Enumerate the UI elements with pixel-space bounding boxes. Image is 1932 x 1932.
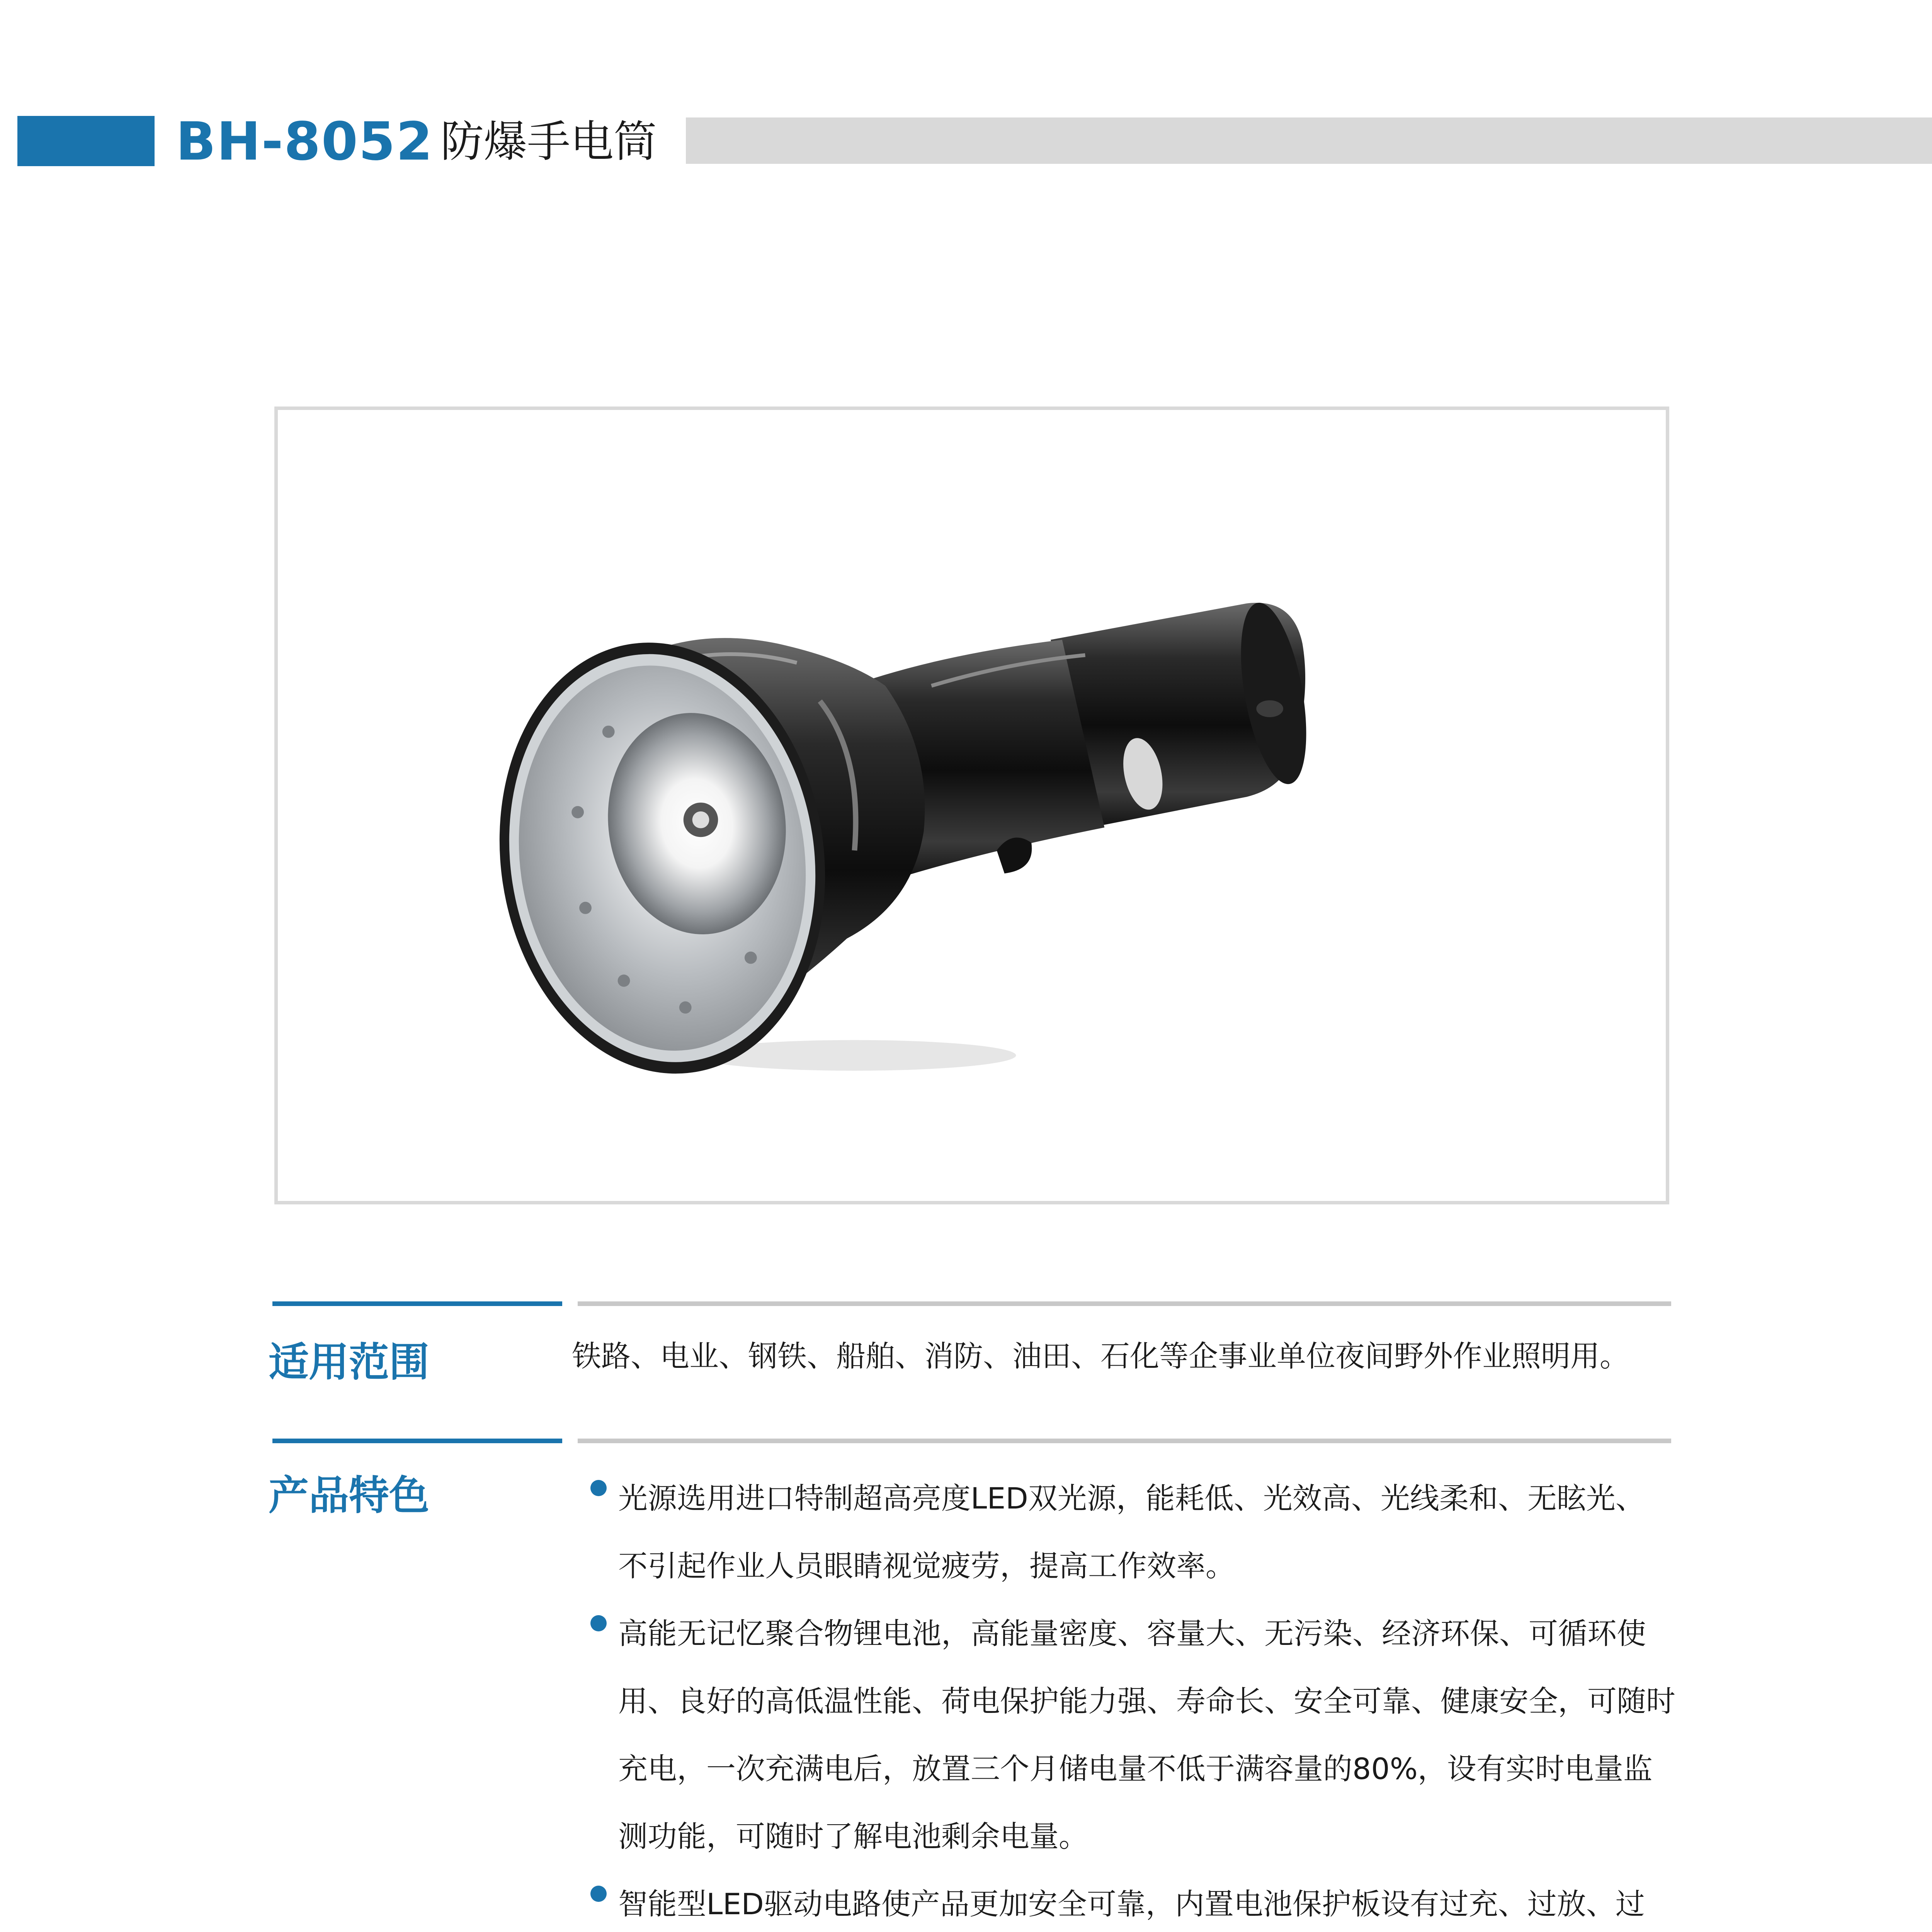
features-divider-gray xyxy=(578,1439,1671,1443)
feature-item xyxy=(587,1870,1673,1932)
feature-line: 不引起作业人员眼睛视觉疲劳，提高工作效率。 xyxy=(618,1549,1235,1583)
page-header xyxy=(0,111,1932,172)
bullet-icon xyxy=(590,1615,607,1631)
product-name: 防爆手电筒 xyxy=(440,117,657,167)
scope-title: 适用范围 xyxy=(269,1338,430,1386)
feature-line: 高能无记忆聚合物锂电池，高能量密度、容量大、无污染、经济环保、可循环使 xyxy=(618,1616,1646,1651)
scope-text: 铁路、电业、钢铁、船舶、消防、油田、石化等企事业单位夜间野外作业照明用。 xyxy=(572,1339,1629,1373)
feature-line: 充电，一次充满电后，放置三个月储电量不低于满容量的80%，设有实时电量监 xyxy=(618,1752,1653,1786)
bullet-icon xyxy=(590,1886,607,1902)
feature-line: 测功能，可随时了解电池剩余电量。 xyxy=(618,1819,1088,1854)
scope-divider-accent xyxy=(272,1301,562,1306)
product-photo-frame xyxy=(274,406,1669,1204)
flashlight-image xyxy=(278,410,1666,1201)
feature-line: 光源选用进口特制超高亮度LED双光源，能耗低、光效高、光线柔和、无眩光、 xyxy=(618,1481,1645,1515)
features-title: 产品特色 xyxy=(269,1472,430,1519)
scope-divider-gray xyxy=(578,1301,1671,1306)
header-accent-block xyxy=(17,116,155,166)
features-list xyxy=(587,1464,1673,1932)
features-divider-accent xyxy=(272,1439,562,1443)
feature-item xyxy=(587,1464,1673,1600)
feature-line: 智能型LED驱动电路使产品更加安全可靠，内置电池保护板设有过充、过放、过 xyxy=(618,1887,1645,1921)
product-model: BH-8052 xyxy=(176,111,434,172)
header-gray-bar xyxy=(686,117,1932,164)
bullet-icon xyxy=(590,1480,607,1496)
feature-line: 用、良好的高低温性能、荷电保护能力强、寿命长、安全可靠、健康安全，可随时 xyxy=(618,1684,1675,1718)
feature-item xyxy=(587,1600,1673,1870)
